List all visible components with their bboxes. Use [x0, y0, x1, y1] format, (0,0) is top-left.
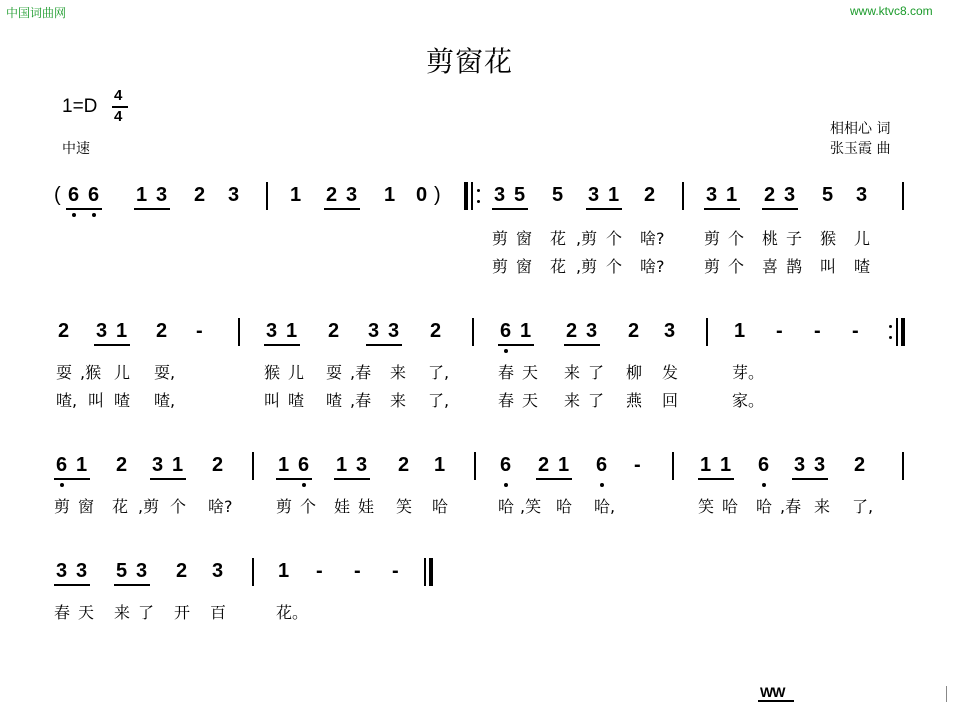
composer: 张玉霞 曲	[830, 141, 891, 157]
note: 3	[356, 454, 368, 476]
lyric: 猴	[264, 363, 281, 382]
time-signature-bottom: 4	[114, 108, 123, 125]
lyric: 了	[588, 391, 605, 410]
underline	[762, 208, 798, 210]
repeat-dot	[889, 336, 892, 339]
paren-open: (	[54, 184, 61, 206]
key-signature: 1=D	[62, 96, 98, 117]
note: 2	[398, 454, 410, 476]
note: 1	[290, 184, 302, 206]
corner-mark	[946, 686, 947, 702]
note: 5	[116, 560, 128, 582]
underline	[54, 478, 90, 480]
repeat-start-thin	[471, 182, 473, 210]
note: 1	[726, 184, 738, 206]
repeat-end-thin	[896, 318, 898, 346]
lyric: 剪	[704, 257, 721, 276]
lyric: 喳,	[154, 391, 176, 410]
note: 3	[346, 184, 358, 206]
low-dot	[504, 483, 508, 487]
underline	[54, 584, 90, 586]
lyric: 花	[112, 497, 129, 516]
lyric: 喜	[762, 257, 779, 276]
lyric: 柳	[626, 363, 643, 382]
bar-line	[472, 318, 474, 346]
note: 2	[628, 320, 640, 342]
underline	[564, 344, 600, 346]
lyric: 哈	[556, 497, 573, 516]
lyric: 耍	[326, 363, 343, 382]
lyric: 来	[564, 363, 581, 382]
lyric: 百	[210, 603, 227, 622]
note: 5	[552, 184, 564, 206]
note: 1	[278, 560, 290, 582]
lyric: 窗	[516, 229, 533, 248]
note: 3	[588, 184, 600, 206]
lyric: 儿	[288, 363, 305, 382]
low-dot	[60, 483, 64, 487]
logo-underline	[758, 700, 794, 702]
lyric: 春	[498, 391, 515, 410]
lyric: 花	[550, 229, 567, 248]
underline	[536, 478, 572, 480]
dash: -	[634, 454, 641, 476]
note: 1	[608, 184, 620, 206]
lyric: 剪	[54, 497, 71, 516]
lyric: 了	[138, 603, 155, 622]
note: 2	[328, 320, 340, 342]
note: 2	[430, 320, 442, 342]
underline	[698, 478, 734, 480]
underline	[366, 344, 402, 346]
lyric: 叫	[820, 257, 837, 276]
note: 5	[514, 184, 526, 206]
note: 2	[194, 184, 206, 206]
lyric: ,猴	[80, 363, 102, 382]
lyric: 剪	[704, 229, 721, 248]
note: 2	[176, 560, 188, 582]
dash: -	[852, 320, 859, 342]
lyric: 剪	[492, 257, 509, 276]
note: 1	[136, 184, 148, 206]
note: 6	[596, 454, 608, 476]
repeat-end-thick	[901, 318, 905, 346]
note: 0	[416, 184, 428, 206]
note: 3	[586, 320, 598, 342]
low-dot	[92, 213, 96, 217]
lyric: ,剪	[576, 229, 598, 248]
underline	[704, 208, 740, 210]
dash: -	[354, 560, 361, 582]
dash: -	[316, 560, 323, 582]
note: 6	[500, 454, 512, 476]
lyric: 来	[114, 603, 131, 622]
lyric: 喳	[114, 391, 131, 410]
lyric: 了	[588, 363, 605, 382]
underline	[150, 478, 186, 480]
note: 5	[822, 184, 834, 206]
underline	[324, 208, 360, 210]
lyric: 哈	[756, 497, 773, 516]
bar-line	[474, 452, 476, 480]
lyric: 了,	[428, 363, 450, 382]
lyric: 春	[54, 603, 71, 622]
note: 1	[734, 320, 746, 342]
lyric: 耍	[56, 363, 73, 382]
note: 1	[384, 184, 396, 206]
note: 3	[266, 320, 278, 342]
lyric: 发	[662, 363, 679, 382]
repeat-dot	[477, 200, 480, 203]
note: 6	[500, 320, 512, 342]
lyric: 窗	[516, 257, 533, 276]
note: 3	[794, 454, 806, 476]
lyric: 儿	[114, 363, 131, 382]
note: 1	[558, 454, 570, 476]
lyric: 芽。	[732, 363, 765, 382]
logo-mark: WW	[760, 684, 785, 700]
lyric: 哈,	[594, 497, 616, 516]
lyric: 喳	[288, 391, 305, 410]
lyric: 春	[498, 363, 515, 382]
lyric: 哈	[722, 497, 739, 516]
bar-line	[266, 182, 268, 210]
repeat-dot	[477, 189, 480, 192]
note: 6	[298, 454, 310, 476]
note: 1	[520, 320, 532, 342]
lyric: 天	[522, 391, 539, 410]
note: 1	[336, 454, 348, 476]
note: 2	[212, 454, 224, 476]
note: 6	[68, 184, 80, 206]
underline	[498, 344, 534, 346]
underline	[586, 208, 622, 210]
lyric: 了,	[852, 497, 874, 516]
lyric: 来	[564, 391, 581, 410]
underline	[276, 478, 312, 480]
lyric: 鹊	[786, 257, 803, 276]
note: 6	[56, 454, 68, 476]
lyric: 笑	[698, 497, 715, 516]
note: 3	[494, 184, 506, 206]
bar-line	[902, 452, 904, 480]
lyric: 回	[662, 391, 679, 410]
lyric: 燕	[626, 391, 643, 410]
note: 3	[96, 320, 108, 342]
lyric: 来	[390, 363, 407, 382]
lyric: 儿	[854, 229, 871, 248]
note: 6	[758, 454, 770, 476]
site-name-left: 中国词曲网	[6, 6, 67, 20]
bar-line	[252, 452, 254, 480]
lyric: 个	[606, 229, 623, 248]
note: 1	[76, 454, 88, 476]
note: 1	[700, 454, 712, 476]
lyric: ,笑	[520, 497, 542, 516]
lyric: 猴	[820, 229, 837, 248]
low-dot	[302, 483, 306, 487]
lyric: 娃	[358, 497, 375, 516]
note: 2	[566, 320, 578, 342]
lyric: 笑	[396, 497, 413, 516]
underline	[792, 478, 828, 480]
note: 1	[172, 454, 184, 476]
lyric: 喳	[326, 391, 343, 410]
lyric: 哈	[498, 497, 515, 516]
time-signature-top: 4	[114, 87, 123, 104]
note: 3	[76, 560, 88, 582]
note: 3	[152, 454, 164, 476]
lyric: ,春	[780, 497, 802, 516]
lyric: 个	[300, 497, 317, 516]
note: 1	[286, 320, 298, 342]
note: 3	[784, 184, 796, 206]
lyric: 叫	[88, 391, 105, 410]
lyric: 天	[522, 363, 539, 382]
low-dot	[504, 349, 508, 353]
note: 3	[156, 184, 168, 206]
note: 2	[58, 320, 70, 342]
note: 2	[764, 184, 776, 206]
dash: -	[392, 560, 399, 582]
bar-line	[682, 182, 684, 210]
note: 3	[664, 320, 676, 342]
dash: -	[196, 320, 203, 342]
lyric: 啥?	[208, 497, 233, 516]
underline	[264, 344, 300, 346]
lyric: 桃	[762, 229, 779, 248]
note: 3	[368, 320, 380, 342]
lyricist: 相相心 词	[830, 121, 891, 137]
note: 3	[706, 184, 718, 206]
bar-line	[902, 182, 904, 210]
lyric: 个	[170, 497, 187, 516]
lyric: 哈	[432, 497, 449, 516]
lyric: 个	[728, 229, 745, 248]
low-dot	[72, 213, 76, 217]
repeat-dot	[889, 325, 892, 328]
lyric: ,春	[350, 363, 372, 382]
note: 2	[116, 454, 128, 476]
tempo: 中速	[62, 141, 90, 157]
lyric: 子	[786, 229, 803, 248]
note: 3	[212, 560, 224, 582]
note: 3	[814, 454, 826, 476]
lyric: 啥?	[640, 257, 665, 276]
lyric: 啥?	[640, 229, 665, 248]
lyric: 个	[606, 257, 623, 276]
underline	[114, 584, 150, 586]
final-bar-thin	[424, 558, 426, 586]
lyric: 开	[174, 603, 191, 622]
lyric: 天	[78, 603, 95, 622]
note: 2	[538, 454, 550, 476]
lyric: 耍,	[154, 363, 176, 382]
note: 3	[388, 320, 400, 342]
dash: -	[814, 320, 821, 342]
lyric: 了,	[428, 391, 450, 410]
paren-close: )	[434, 184, 441, 206]
underline	[492, 208, 528, 210]
note: 2	[854, 454, 866, 476]
underline	[94, 344, 130, 346]
site-url-right: www.ktvc8.com	[850, 4, 933, 18]
lyric: 花。	[276, 603, 309, 622]
song-title: 剪窗花	[426, 45, 514, 78]
bar-line	[238, 318, 240, 346]
lyric: 窗	[78, 497, 95, 516]
underline	[134, 208, 170, 210]
lyric: 家。	[732, 391, 765, 410]
lyric: 来	[390, 391, 407, 410]
lyric: 喳	[854, 257, 871, 276]
bar-line	[252, 558, 254, 586]
lyric: ,剪	[576, 257, 598, 276]
bar-line	[672, 452, 674, 480]
lyric: ,春	[350, 391, 372, 410]
note: 3	[856, 184, 868, 206]
underline	[66, 208, 102, 210]
repeat-start-thick	[464, 182, 468, 210]
lyric: ,剪	[138, 497, 160, 516]
dash: -	[776, 320, 783, 342]
low-dot	[762, 483, 766, 487]
note: 2	[156, 320, 168, 342]
low-dot	[600, 483, 604, 487]
lyric: 娃	[334, 497, 351, 516]
note: 2	[644, 184, 656, 206]
lyric: 个	[728, 257, 745, 276]
note: 1	[434, 454, 446, 476]
note: 3	[56, 560, 68, 582]
note: 1	[116, 320, 128, 342]
final-bar-thick	[429, 558, 433, 586]
lyric: 花	[550, 257, 567, 276]
lyric: 叫	[264, 391, 281, 410]
note: 3	[136, 560, 148, 582]
bar-line	[706, 318, 708, 346]
lyric: 剪	[276, 497, 293, 516]
note: 2	[326, 184, 338, 206]
note: 6	[88, 184, 100, 206]
note: 3	[228, 184, 240, 206]
note: 1	[278, 454, 290, 476]
lyric: 来	[814, 497, 831, 516]
underline	[334, 478, 370, 480]
lyric: 剪	[492, 229, 509, 248]
note: 1	[720, 454, 732, 476]
lyric: 喳,	[56, 391, 78, 410]
